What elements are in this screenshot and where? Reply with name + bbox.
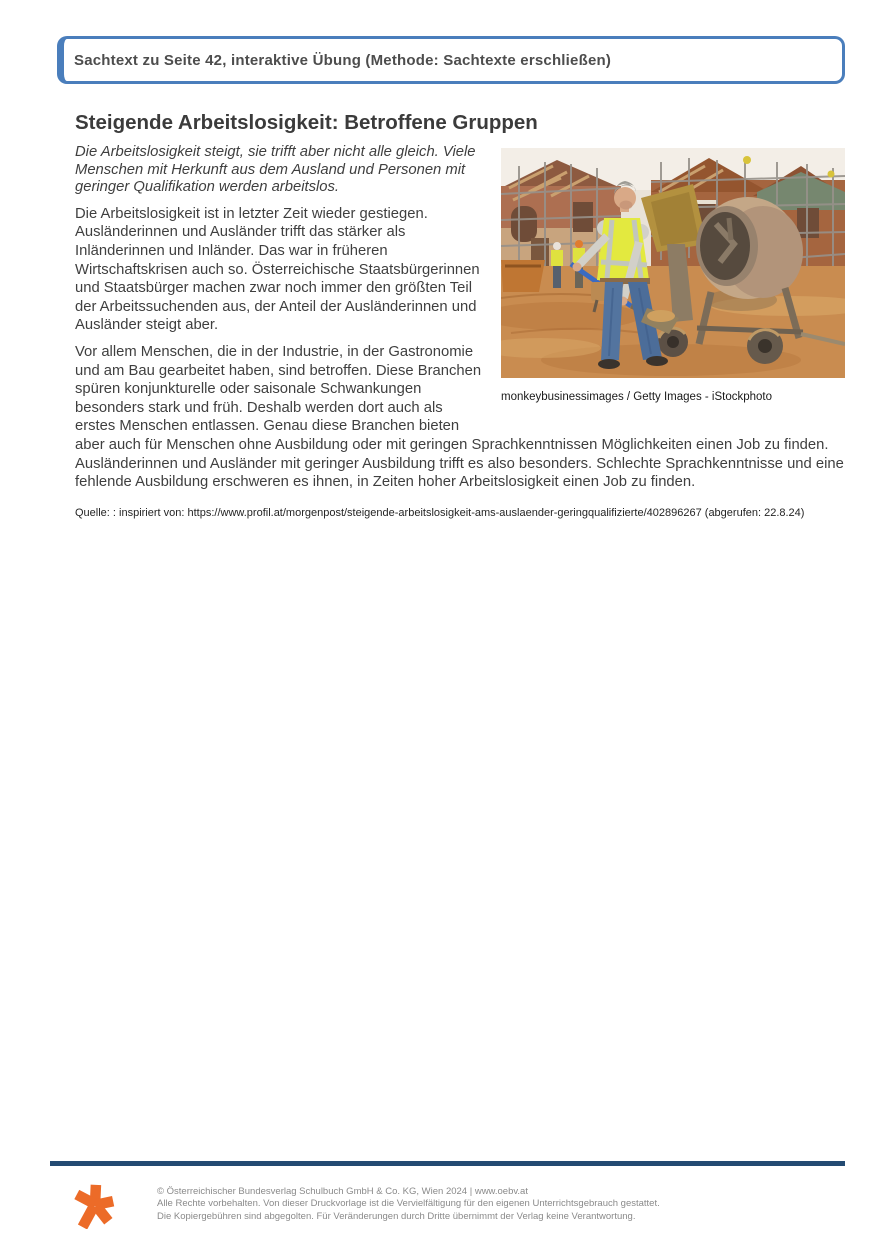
body-paragraph-1: Die Arbeitslosigkeit ist in letzter Zeit wieder gestiegen. Ausländerinnen und Ausländer trifft das stärker als Inländerinnen und Inländer. Das war in früheren Wirtschaftskrisen auch so. Österreichische Staatsbürgerinnen und Staatsbürger machen zwar noch immer den größten Teil der Arbeitssuchenden aus, der Anteil der Ausländerinnen und Ausländer steigt aber. [75,205,480,334]
image-credit: monkeybusinessimages / Getty Images - iStockphoto [501,391,773,403]
header-banner [57,36,845,84]
footer-copyright-line-3: Die Kopiergebühren sind abgegolten. Für Veränderungen durch Dritte übernimmt der Verlag keine Verantwortung. [157,1210,636,1222]
source-line: Quelle: : inspiriert von: https://www.profil.at/morgenpost/steigende-arbeitslosigkeit-ams-auslaender-geringqualifizierte/402896267 (abgerufen: 22.8.24) [75,506,805,519]
article [75,111,845,519]
article-figure [501,148,845,403]
oebv-logo [72,1181,116,1229]
intro-paragraph: Die Arbeitslosigkeit steigt, sie trifft aber nicht alle gleich. Viele Menschen mit Herkunft aus dem Ausland und Personen mit geringer Qualifikation werden arbeitslos. [75,144,476,196]
footer-copyright-line-2: Alle Rechte vorbehalten. Von dieser Druckvorlage ist die Vervielfältigung für den eigenen Unterrichtsgebrauch gestattet. [157,1198,660,1210]
construction-photo [501,148,845,378]
page-title: Steigende Arbeitslosigkeit: Betroffene Gruppen [75,111,538,134]
header-banner-label: Sachtext zu Seite 42, interaktive Übung (Methode: Sachtexte erschließen) [74,51,612,69]
footer-divider [50,1161,845,1166]
flag [743,156,751,164]
footer-copyright [157,1186,660,1223]
body-paragraph-2: Vor allem Menschen, die in der Industrie, in der Gastronomie und am Bau gearbeitet haben, sind betroffen. Diese Branchen spüren konjunkturelle oder saisonale Schwankungen besonders stark und früh. Deshalb werden dort auch als erstes Menschen entlassen. Genau diese Branchen bieten aber auch für Menschen ohne Ausbildung oder mit geringen Sprachkenntnissen Möglichkeiten einen Job zu finden. Ausländerinnen und Ausländer mit geringer Ausbildung trifft es also besonders. Schlechte Sprachkenntnisse und eine fehlende Ausbildung erschweren es ihnen, in Zeiten hoher Arbeitslosigkeit einen Job zu finden. [75,343,844,491]
footer-copyright-line-1: © Österreichischer Bundesverlag Schulbuch GmbH & Co. KG, Wien 2024 | www.oebv.at [157,1186,528,1197]
